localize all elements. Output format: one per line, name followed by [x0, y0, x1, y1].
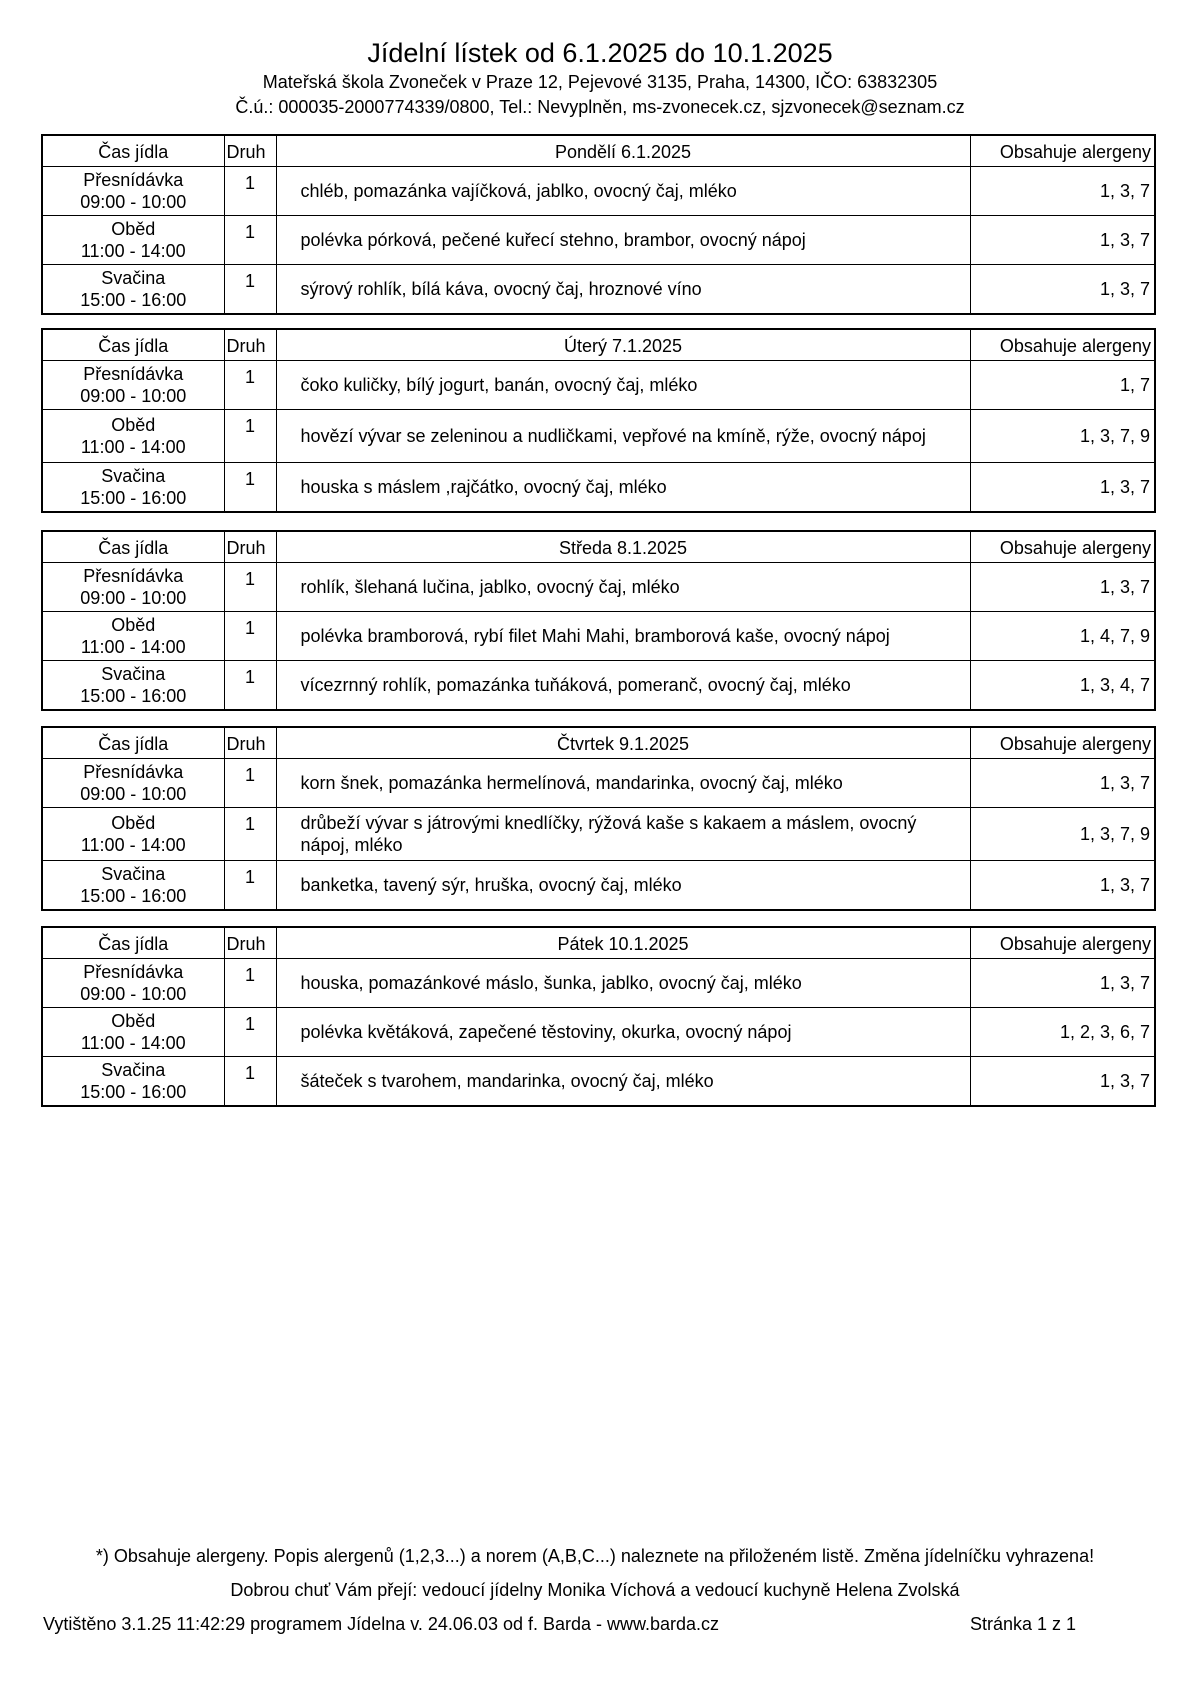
day-label: Pátek 10.1.2025 [276, 927, 970, 959]
meal-time-cell [42, 216, 224, 265]
table-row [42, 612, 1155, 661]
meal-allergens: 1, 3, 7, 9 [970, 410, 1155, 463]
meal-kind: 1 [224, 808, 276, 861]
table-header-row [42, 927, 1155, 959]
page-header [0, 36, 1190, 120]
page-title: Jídelní lístek od 6.1.2025 do 10.1.2025 [367, 38, 833, 68]
meal-food: šáteček s tvarohem, mandarinka, ovocný čaj, mléko [276, 1057, 970, 1107]
meal-allergens: 1, 3, 7, 9 [970, 808, 1155, 861]
kind-column-header: Druh [224, 927, 276, 959]
meal-name: Přesnídávka [83, 962, 184, 982]
kind-column-header: Druh [224, 135, 276, 167]
meal-time: 09:00 - 10:00 [80, 588, 187, 608]
allergens-column-header: Obsahuje alergeny [970, 927, 1155, 959]
meal-food: korn šnek, pomazánka hermelínová, mandarinka, ovocný čaj, mléko [276, 759, 970, 808]
meal-time-cell [42, 1057, 224, 1107]
meal-kind: 1 [224, 759, 276, 808]
meal-kind: 1 [224, 410, 276, 463]
meal-name: Svačina [101, 864, 166, 884]
kind-column-header: Druh [224, 329, 276, 361]
table-header-row [42, 135, 1155, 167]
meal-food: drůbeží vývar s játrovými knedlíčky, rýžová kaše s kakaem a máslem, ovocný nápoj, mléko [276, 808, 970, 861]
day-table-tuesday [41, 328, 1156, 513]
table-row [42, 563, 1155, 612]
meal-time-cell [42, 661, 224, 711]
kind-column-header: Druh [224, 727, 276, 759]
meal-kind: 1 [224, 463, 276, 513]
printed-by: Vytištěno 3.1.25 11:42:29 programem Jídelna v. 24.06.03 od f. Barda - www.barda.cz [43, 1614, 720, 1634]
meal-allergens: 1, 3, 7 [970, 463, 1155, 513]
table-header-row [42, 329, 1155, 361]
time-column-header: Čas jídla [42, 329, 224, 361]
meal-time-cell [42, 1008, 224, 1057]
table-row [42, 861, 1155, 911]
meal-food: chléb, pomazánka vajíčková, jablko, ovocný čaj, mléko [276, 167, 970, 216]
meal-time: 15:00 - 16:00 [80, 686, 187, 706]
meal-time-cell [42, 612, 224, 661]
meal-time: 11:00 - 14:00 [80, 241, 186, 261]
table-row [42, 361, 1155, 410]
day-table-thursday [41, 726, 1156, 911]
time-column-header: Čas jídla [42, 927, 224, 959]
time-column-header: Čas jídla [42, 727, 224, 759]
meal-time: 15:00 - 16:00 [80, 1082, 187, 1102]
day-label: Čtvrtek 9.1.2025 [276, 727, 970, 759]
meal-time: 15:00 - 16:00 [80, 290, 187, 310]
table-row [42, 661, 1155, 711]
day-label: Úterý 7.1.2025 [276, 329, 970, 361]
meal-name: Svačina [101, 1060, 166, 1080]
meal-name: Oběd [111, 219, 156, 239]
meal-time-cell [42, 167, 224, 216]
meal-kind: 1 [224, 216, 276, 265]
meal-allergens: 1, 3, 7 [970, 959, 1155, 1008]
meal-time-cell [42, 759, 224, 808]
meal-kind: 1 [224, 563, 276, 612]
meal-allergens: 1, 2, 3, 6, 7 [970, 1008, 1155, 1057]
meal-name: Oběd [111, 615, 156, 635]
table-row [42, 410, 1155, 463]
greeting: Dobrou chuť Vám přejí: vedoucí jídelny Monika Víchová a vedoucí kuchyně Helena Zvolská [230, 1580, 960, 1600]
meal-time: 09:00 - 10:00 [80, 386, 187, 406]
meal-time-cell [42, 959, 224, 1008]
meal-name: Svačina [101, 466, 166, 486]
meal-kind: 1 [224, 167, 276, 216]
meal-time: 15:00 - 16:00 [80, 886, 187, 906]
day-table-wednesday [41, 530, 1156, 711]
meal-time-cell [42, 463, 224, 513]
meal-time: 09:00 - 10:00 [80, 984, 187, 1004]
meal-time: 11:00 - 14:00 [80, 437, 186, 457]
page-number: Stránka 1 z 1 [970, 1614, 1077, 1634]
meal-allergens: 1, 4, 7, 9 [970, 612, 1155, 661]
meal-time: 11:00 - 14:00 [80, 1033, 186, 1053]
table-row [42, 463, 1155, 513]
table-row [42, 216, 1155, 265]
time-column-header: Čas jídla [42, 135, 224, 167]
meal-kind: 1 [224, 361, 276, 410]
meal-allergens: 1, 3, 7 [970, 1057, 1155, 1107]
meal-time: 09:00 - 10:00 [80, 784, 187, 804]
meal-allergens: 1, 7 [970, 361, 1155, 410]
meal-allergens: 1, 3, 7 [970, 265, 1155, 315]
meal-kind: 1 [224, 612, 276, 661]
table-row [42, 1057, 1155, 1107]
meal-name: Svačina [101, 664, 166, 684]
meal-time-cell [42, 361, 224, 410]
day-label: Středa 8.1.2025 [276, 531, 970, 563]
meal-food: sýrový rohlík, bílá káva, ovocný čaj, hroznové víno [276, 265, 970, 315]
kind-column-header: Druh [224, 531, 276, 563]
meal-allergens: 1, 3, 7 [970, 216, 1155, 265]
meal-food: banketka, tavený sýr, hruška, ovocný čaj, mléko [276, 861, 970, 911]
meal-name: Oběd [111, 813, 156, 833]
allergens-column-header: Obsahuje alergeny [970, 531, 1155, 563]
table-row [42, 759, 1155, 808]
meal-name: Oběd [111, 1011, 156, 1031]
contact-info: Č.ú.: 000035-2000774339/0800, Tel.: Nevyplněn, ms-zvonecek.cz, sjzvonecek@seznam.cz [235, 97, 965, 117]
meal-kind: 1 [224, 661, 276, 711]
meal-kind: 1 [224, 861, 276, 911]
allergen-note: *) Obsahuje alergeny. Popis alergenů (1,2,3...) a norem (A,B,C...) naleznete na přiloženém listě. Změna jídelníčku vyhrazena! [95, 1546, 1095, 1566]
meal-food: houska, pomazánkové máslo, šunka, jablko, ovocný čaj, mléko [276, 959, 970, 1008]
meal-food: polévka květáková, zapečené těstoviny, okurka, ovocný nápoj [276, 1008, 970, 1057]
meal-time: 15:00 - 16:00 [80, 488, 187, 508]
meal-time: 11:00 - 14:00 [80, 637, 186, 657]
day-label: Pondělí 6.1.2025 [276, 135, 970, 167]
meal-food: polévka bramborová, rybí filet Mahi Mahi, bramborová kaše, ovocný nápoj [276, 612, 970, 661]
meal-time-cell [42, 265, 224, 315]
meal-time: 11:00 - 14:00 [80, 835, 186, 855]
meal-food: čoko kuličky, bílý jogurt, banán, ovocný čaj, mléko [276, 361, 970, 410]
table-row [42, 1008, 1155, 1057]
meal-food: polévka pórková, pečené kuřecí stehno, brambor, ovocný nápoj [276, 216, 970, 265]
meal-name: Oběd [111, 415, 156, 435]
school-info: Mateřská škola Zvoneček v Praze 12, Pejevové 3135, Praha, 14300, IČO: 63832305 [262, 72, 938, 92]
meal-time: 09:00 - 10:00 [80, 192, 187, 212]
table-row [42, 959, 1155, 1008]
allergens-column-header: Obsahuje alergeny [970, 727, 1155, 759]
meal-food: hovězí vývar se zeleninou a nudličkami, vepřové na kmíně, rýže, ovocný nápoj [276, 410, 970, 463]
meal-allergens: 1, 3, 7 [970, 759, 1155, 808]
day-table-monday [41, 134, 1156, 315]
meal-name: Přesnídávka [83, 364, 184, 384]
meal-food: vícezrnný rohlík, pomazánka tuňáková, pomeranč, ovocný čaj, mléko [276, 661, 970, 711]
meal-time-cell [42, 410, 224, 463]
table-header-row [42, 531, 1155, 563]
meal-kind: 1 [224, 1008, 276, 1057]
meal-kind: 1 [224, 959, 276, 1008]
meal-time-cell [42, 563, 224, 612]
meal-food: houska s máslem ,rajčátko, ovocný čaj, mléko [276, 463, 970, 513]
table-row [42, 265, 1155, 315]
meal-allergens: 1, 3, 7 [970, 563, 1155, 612]
allergens-column-header: Obsahuje alergeny [970, 135, 1155, 167]
meal-name: Přesnídávka [83, 170, 184, 190]
meal-name: Přesnídávka [83, 566, 184, 586]
meal-allergens: 1, 3, 4, 7 [970, 661, 1155, 711]
meal-allergens: 1, 3, 7 [970, 861, 1155, 911]
table-header-row [42, 727, 1155, 759]
meal-name: Svačina [101, 268, 166, 288]
meal-kind: 1 [224, 265, 276, 315]
time-column-header: Čas jídla [42, 531, 224, 563]
table-row [42, 167, 1155, 216]
meal-kind: 1 [224, 1057, 276, 1107]
day-table-friday [41, 926, 1156, 1107]
meal-time-cell [42, 861, 224, 911]
allergens-column-header: Obsahuje alergeny [970, 329, 1155, 361]
meal-name: Přesnídávka [83, 762, 184, 782]
table-row [42, 808, 1155, 861]
meal-allergens: 1, 3, 7 [970, 167, 1155, 216]
meal-time-cell [42, 808, 224, 861]
meal-food: rohlík, šlehaná lučina, jablko, ovocný čaj, mléko [276, 563, 970, 612]
